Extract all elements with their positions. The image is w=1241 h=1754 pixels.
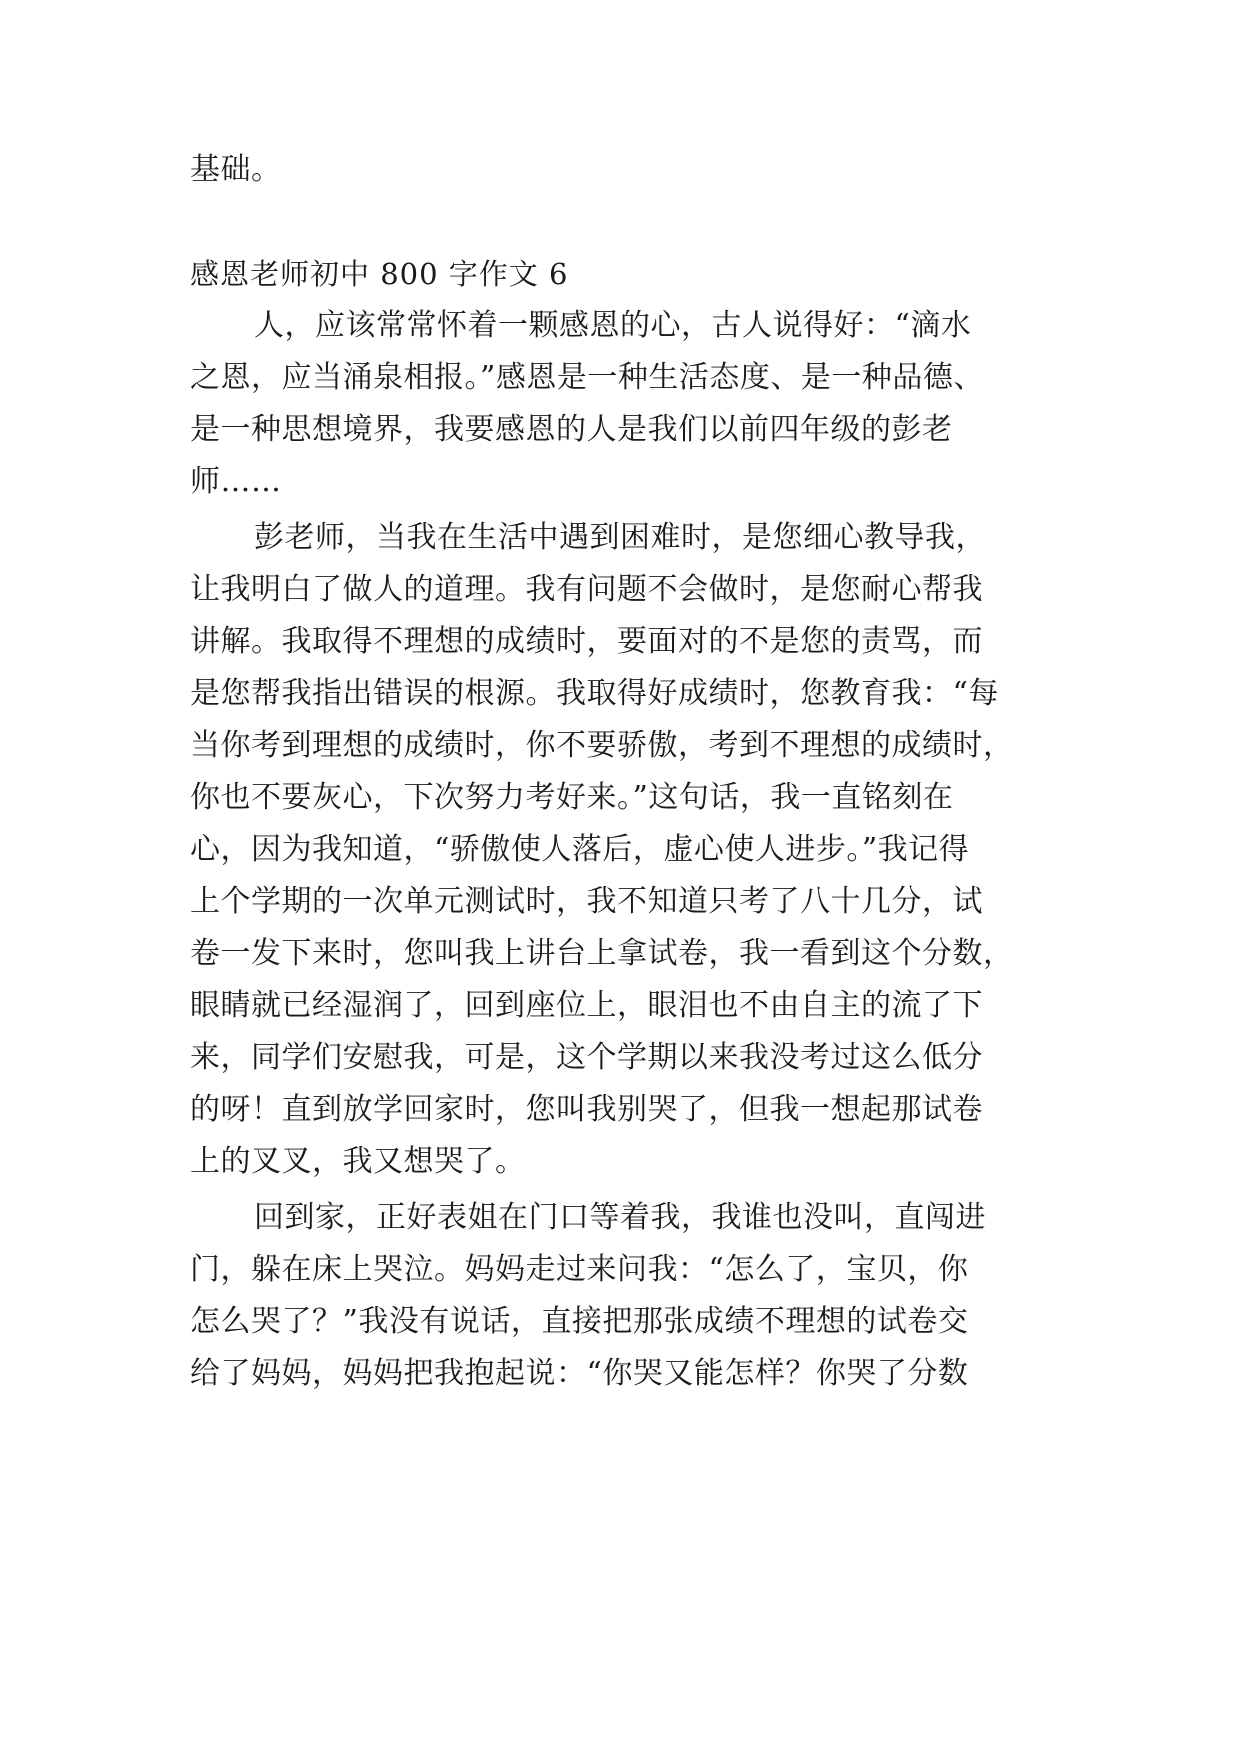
- paragraph-line: 卷一发下来时，您叫我上讲台上拿试卷，我一看到这个分数，: [190, 936, 1014, 971]
- essay-title: 感恩老师初中 800 字作文 6: [190, 257, 569, 291]
- paragraph-line: 你也不要灰心，下次努力考好来。”这句话，我一直铭刻在: [190, 780, 954, 815]
- paragraph-line: 之恩，应当涌泉相报。”感恩是一种生活态度、是一种品德、: [190, 360, 984, 395]
- paragraph-line: 给了妈妈，妈妈把我抱起说：“你哭又能怎样？你哭了分数: [190, 1356, 969, 1391]
- paragraph-line: 让我明白了做人的道理。我有问题不会做时，是您耐心帮我: [190, 572, 983, 607]
- paragraph-line: 是一种思想境界，我要感恩的人是我们以前四年级的彭老: [190, 412, 953, 447]
- paragraph-line: 讲解。我取得不理想的成绩时，要面对的不是您的责骂，而: [190, 624, 983, 659]
- paragraph-line: 当你考到理想的成绩时，你不要骄傲，考到不理想的成绩时，: [190, 728, 1014, 763]
- paragraph-line: 回到家，正好表姐在门口等着我，我谁也没叫，直闯进: [254, 1200, 986, 1235]
- paragraph-line: 来，同学们安慰我，可是，这个学期以来我没考过这么低分: [190, 1040, 983, 1075]
- paragraph-line: 上的叉叉，我又想哭了。: [190, 1144, 526, 1179]
- paragraph-line: 门，躲在床上哭泣。妈妈走过来问我：“怎么了，宝贝，你: [190, 1252, 969, 1287]
- paragraph-line: 心，因为我知道，“骄傲使人落后，虚心使人进步。”我记得: [190, 832, 970, 867]
- paragraph-line: 是您帮我指出错误的根源。我取得好成绩时，您教育我：“每: [190, 676, 999, 711]
- paragraph-line: 上个学期的一次单元测试时，我不知道只考了八十几分，试: [190, 884, 983, 919]
- paragraph-line: 师……: [190, 464, 282, 499]
- paragraph-line: 人，应该常常怀着一颗感恩的心，古人说得好：“滴水: [254, 308, 972, 343]
- paragraph-line: 眼睛就已经湿润了，回到座位上，眼泪也不由自主的流了下: [190, 988, 983, 1023]
- paragraph-line: 的呀！直到放学回家时，您叫我别哭了，但我一想起那试卷: [190, 1092, 983, 1127]
- paragraph-line: 彭老师，当我在生活中遇到困难时，是您细心教导我，: [254, 520, 986, 555]
- carryover-text: 基础。: [190, 152, 282, 187]
- paragraph-line: 怎么哭了？”我没有说话，直接把那张成绩不理想的试卷交: [190, 1304, 969, 1339]
